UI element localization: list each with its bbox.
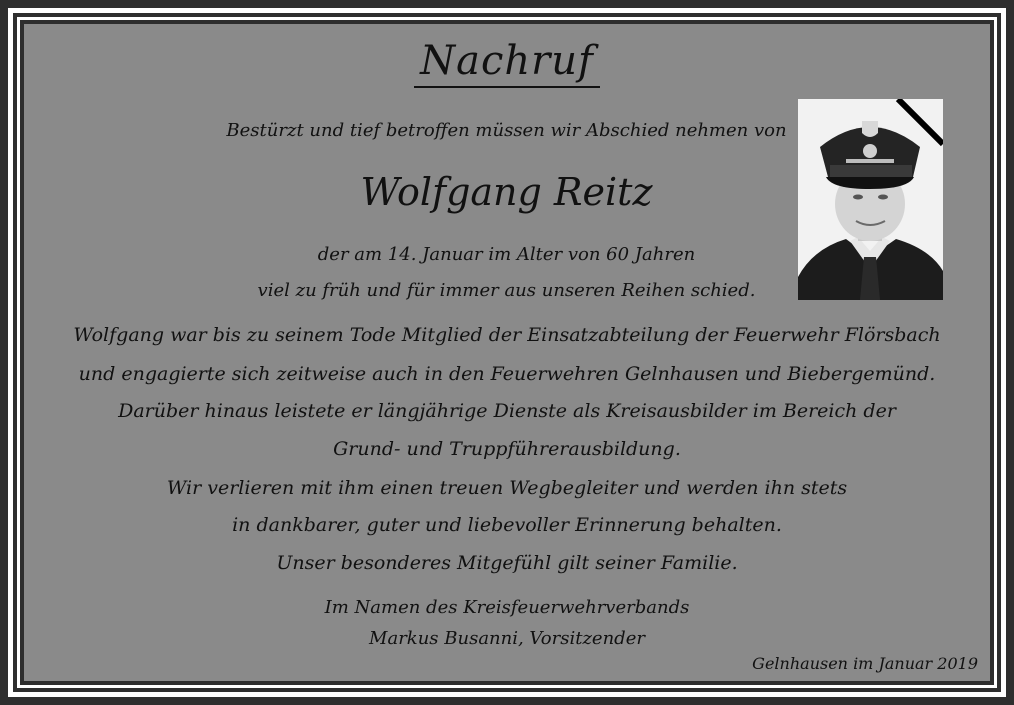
- obituary-panel: [24, 24, 990, 681]
- body-line: Unser besonderes Mitgefühl gilt seiner Familie.: [276, 552, 738, 574]
- portrait-with-mourning-ribbon-icon: [798, 99, 943, 300]
- death-date-line: der am 14. Januar im Alter von 60 Jahren: [317, 244, 696, 265]
- place-date: Gelnhausen im Januar 2019: [752, 654, 978, 673]
- body-line: in dankbarer, guter und liebevoller Erinnerung behalten.: [232, 514, 782, 536]
- body-line: und engagierte sich zeitweise auch in den Feuerwehren Gelnhausen und Biebergemünd.: [78, 363, 936, 385]
- deceased-name: Wolfgang Reitz: [360, 170, 653, 214]
- intro-text: Bestürzt und tief betroffen müssen wir Abschied nehmen von: [226, 120, 787, 141]
- portrait-photo: [798, 99, 943, 300]
- body-line: Darüber hinaus leistete er längjährige Dienste als Kreisausbilder im Bereich der: [118, 400, 896, 422]
- obituary-title: Nachruf: [24, 38, 990, 84]
- body-line: Grund- und Truppführerausbildung.: [333, 438, 681, 460]
- signature-organization: Im Namen des Kreisfeuerwehrverbands: [324, 597, 690, 618]
- body-line: Wir verlieren mit ihm einen treuen Wegbegleiter und werden ihn stets: [166, 477, 848, 499]
- signature-name: Markus Busanni, Vorsitzender: [369, 628, 645, 649]
- death-line-2: viel zu früh und für immer aus unseren Reihen schied.: [257, 280, 756, 301]
- body-line: Wolfgang war bis zu seinem Tode Mitglied der Einsatzabteilung der Feuerwehr Flörsbach: [73, 324, 941, 346]
